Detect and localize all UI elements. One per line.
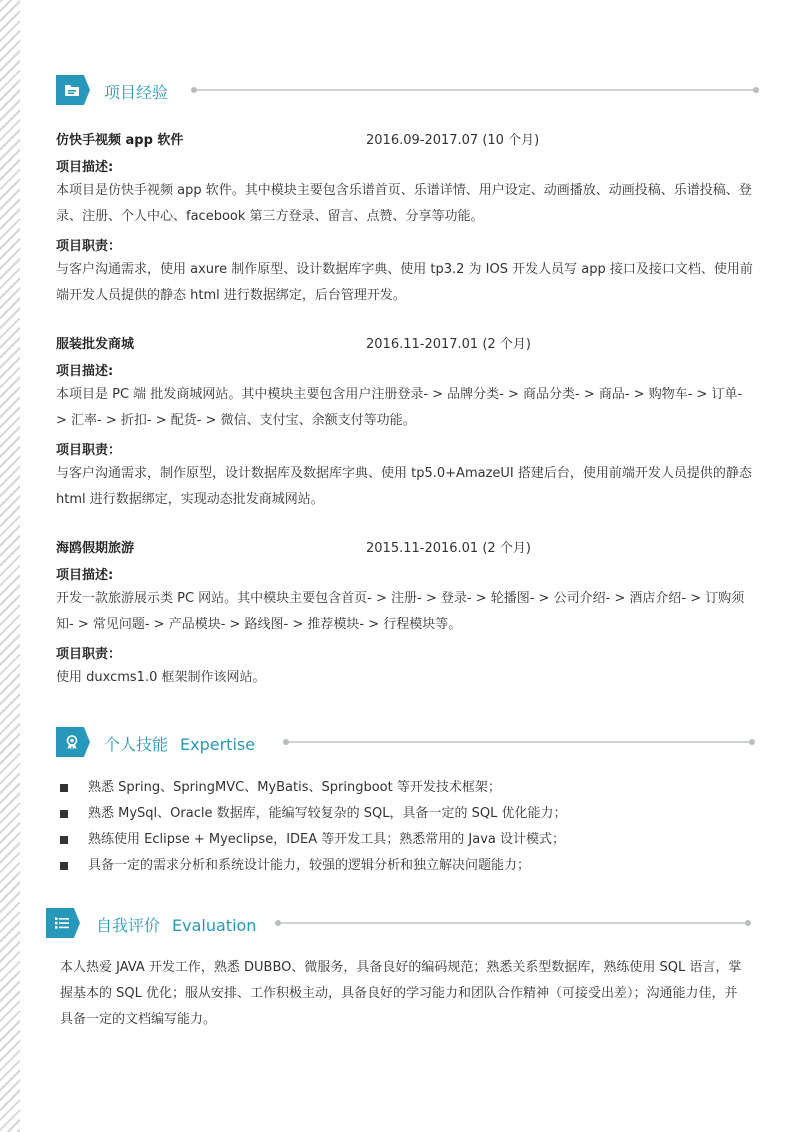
project-duty: 使用 duxcms1.0 框架制作该网站。 <box>56 670 266 685</box>
project-duty-label: 项目职责： <box>56 239 122 254</box>
section-header-skills <box>56 726 760 758</box>
project-duty: 与客户沟通需求，制作原型，设计数据库及数据库字典、使用 tp5.0+AmazeUI 搭建后台，使用前端开发人员提供的静态 html 进行数据绑定，实现动态批发商城网站。 <box>56 466 752 507</box>
project-duty: 与客户沟通需求，使用 axure 制作原型、设计数据库字典、使用 tp3.2 为 IOS 开发人员写 app 接口及接口文档、使用前端开发人员提供的静态 html 进行数据绑定，后台管理开发。 <box>56 262 753 303</box>
project-name: 海鸥假期旅游 <box>56 541 135 556</box>
list-icon <box>54 915 70 931</box>
project-description: 开发一款旅游展示类 PC 网站。其中模块主要包含首页- > 注册- > 登录- > 轮播图- > 公司介绍- > 酒店介绍- > 订购须知- > 常见问题- > 产品模块- > 路线图- > 推荐模块- > 行程模块等。 <box>56 591 745 632</box>
skills-list <box>60 775 760 879</box>
section-header-evaluation <box>46 907 756 939</box>
self-evaluation-text: 本人热爱 JAVA 开发工作，熟悉 DUBBO、微服务，具备良好的编码规范；熟悉关系型数据库，熟练使用 SQL 语言，掌握基本的 SQL 优化；服从安排、工作积极主动，具备良好的学习能力和团队合作精神（可接受出差）；沟通能力佳，并具备一定的文档编写能力。 <box>60 960 742 1027</box>
skill-item: 熟悉 MySql、Oracle 数据库，能编写较复杂的 SQL，具备一定的 SQL 优化能力； <box>60 801 760 827</box>
skills-title-en: Expertise <box>180 735 256 754</box>
folder-icon <box>64 82 80 98</box>
project-entry <box>56 129 756 309</box>
project-desc-label: 项目描述: <box>56 160 114 175</box>
skill-item: 熟悉 Spring、SpringMVC、MyBatis、Springboot 等开发技术框架； <box>60 775 760 801</box>
evaluation-title: 自我评价 <box>96 916 161 935</box>
project-name: 服装批发商城 <box>56 337 135 352</box>
projects-title: 项目经验 <box>104 83 169 102</box>
section-title-evaluation <box>96 913 256 936</box>
decorative-stripe-border <box>0 0 20 1132</box>
section-divider-skills <box>286 741 752 743</box>
skills-title: 个人技能 <box>104 735 169 754</box>
project-description: 本项目是仿快手视频 app 软件。其中模块主要包含乐谱首页、乐谱详情、用户设定、动画播放、动画投稿、乐谱投稿、登录、注册、个人中心、facebook 第三方登录、留言、点赞、分享等功能。 <box>56 183 752 224</box>
section-divider-projects <box>194 89 756 91</box>
project-date: 2016.11-2017.01 (2 个月) <box>366 337 531 352</box>
award-icon <box>64 734 80 750</box>
project-date: 2015.11-2016.01 (2 个月) <box>366 541 531 556</box>
evaluation-title-en: Evaluation <box>172 916 257 935</box>
section-header-projects <box>56 74 760 106</box>
section-title-skills <box>104 732 255 755</box>
project-duty-label: 项目职责： <box>56 647 122 662</box>
project-entry <box>56 537 756 691</box>
project-description: 本项目是 PC 端 批发商城网站。其中模块主要包含用户注册登录- > 品牌分类- > 商品分类- > 商品- > 购物车- > 订单- > 汇率- > 折扣- > 配货- > 微信、支付宝、余额支付等功能。 <box>56 387 743 428</box>
skills-badge <box>56 727 90 757</box>
project-desc-label: 项目描述: <box>56 568 114 583</box>
section-title-projects <box>104 80 168 103</box>
projects-badge <box>56 75 90 105</box>
project-desc-label: 项目描述: <box>56 364 114 379</box>
project-name: 仿快手视频 app 软件 <box>56 133 184 148</box>
skill-item: 熟练使用 Eclipse + Myeclipse，IDEA 等开发工具；熟悉常用的 Java 设计模式； <box>60 827 760 853</box>
evaluation-badge <box>46 908 80 938</box>
project-duty-label: 项目职责： <box>56 443 122 458</box>
project-date: 2016.09-2017.07 (10 个月) <box>366 133 540 148</box>
section-divider-evaluation <box>278 922 748 924</box>
skill-item: 具备一定的需求分析和系统设计能力，较强的逻辑分析和独立解决问题能力； <box>60 853 760 879</box>
project-entry <box>56 333 756 513</box>
